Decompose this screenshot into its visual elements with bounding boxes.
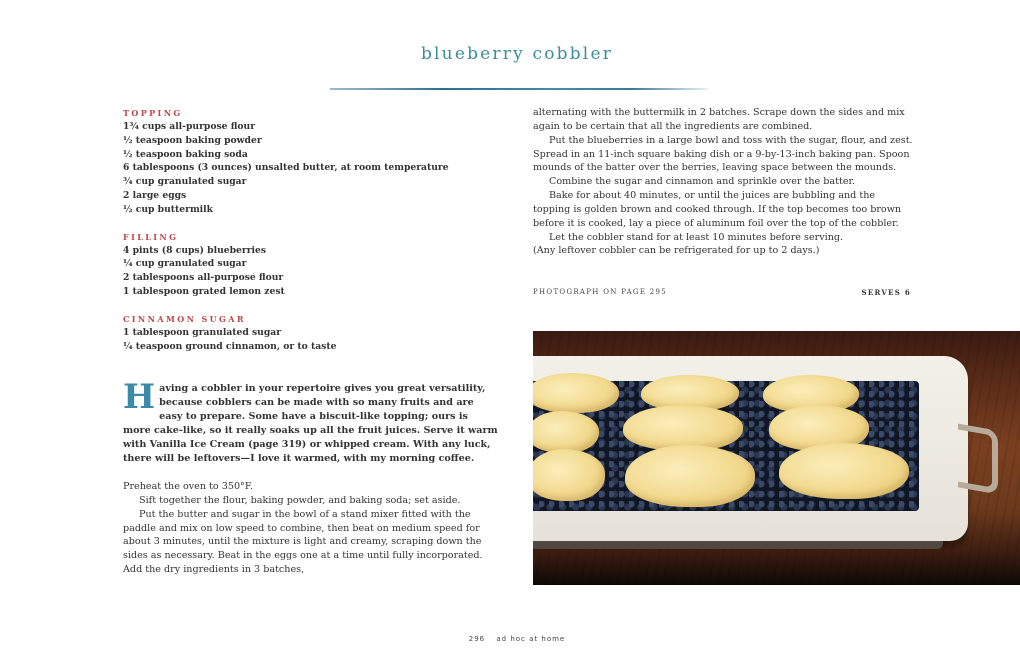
batter-mound (779, 443, 909, 499)
page-footer (0, 635, 1020, 643)
ingredient-item: 2 large eggs (123, 189, 187, 201)
batter-mound (625, 445, 755, 507)
ingredient-item: 1 tablespoon grated lemon zest (123, 285, 285, 297)
photo-reference: PHOTOGRAPH ON PAGE 295 (533, 288, 668, 296)
topping-heading: TOPPING (123, 108, 183, 118)
cobbler-photo (533, 331, 1020, 585)
ingredient-item: 2 tablespoons all-purpose flour (123, 272, 284, 284)
batter-mound (533, 373, 619, 413)
drop-cap: H (123, 377, 156, 417)
recipe-meta (533, 288, 911, 297)
intro-text: aving a cobbler in your repertoire gives you great versatility, because cobblers can be made with so many fruits and are easy to prepare. Some have a biscuit-like topping; ours is more cake-like, so it really soaks up all the fruit juices. Serve it warm with Vanilla Ice Cream (page 319) or whipped cream. With any luck, there will be leftovers—I love it warmed, with my morning coffee. (123, 383, 498, 464)
ingredient-item: ½ teaspoon baking powder (123, 134, 262, 146)
ingredient-item: ½ cup buttermilk (123, 203, 214, 215)
method-paragraph: Put the butter and sugar in the bowl of a stand mixer fitted with the paddle and mix on low speed to combine, then beat on medium speed for about 3 minutes, until the mixture is light and creamy, scraping down the sides as necessary. Beat in the eggs one at a time until fully incorporated. Add the dry ingredients in 3 batches, (123, 508, 483, 576)
page-number: 296 (468, 635, 486, 643)
filling-group (123, 230, 503, 299)
method-paragraph: Sift together the flour, baking powder, and baking soda; set aside. (139, 494, 461, 506)
batter-mound (533, 411, 599, 453)
method-paragraph: Put the blueberries in a large bowl and toss with the sugar, flour, and zest. Spread in an 11-inch square baking dish or a 9-by-13-inch baking pan. Spoon mounds of the batter over the berries, leaving space between the mounds. (533, 134, 913, 174)
batter-mound (533, 449, 605, 501)
ingredient-item: 1 tablespoon granulated sugar (123, 326, 282, 338)
method-paragraph: alternating with the buttermilk in 2 batches. Scrape down the sides and mix again to be certain that all the ingredients are combined. (533, 107, 905, 132)
cinnamon-sugar-group (123, 312, 503, 354)
recipe-title: blueberry cobbler (420, 44, 614, 64)
book-title: ad hoc at home (496, 635, 566, 643)
dish-handle (958, 423, 998, 494)
ingredient-item: ½ teaspoon baking soda (123, 148, 248, 160)
intro-headnote (123, 377, 498, 465)
ingredient-item: 1¾ cups all-purpose flour (123, 121, 256, 132)
topping-group (123, 106, 503, 217)
title-divider (330, 88, 708, 90)
method-paragraph: (Any leftover cobbler can be refrigerated for up to 2 days.) (533, 245, 820, 257)
ingredient-item: ¼ cup granulated sugar (123, 258, 247, 270)
ingredient-item: 4 pints (8 cups) blueberries (123, 244, 267, 256)
method-right-column (533, 106, 913, 258)
ingredient-item: ¼ teaspoon ground cinnamon, or to taste (123, 340, 337, 352)
ingredients-list (123, 106, 503, 366)
method-paragraph: Preheat the oven to 350°F. (123, 481, 254, 492)
cinnamon-sugar-heading: CINNAMON SUGAR (123, 313, 246, 324)
ingredient-item: 6 tablespoons (3 ounces) unsalted butter, at room temperature (123, 162, 449, 174)
filling-heading: FILLING (123, 231, 179, 242)
ingredient-item: ¾ cup granulated sugar (123, 176, 247, 188)
serves-count: SERVES 6 (861, 288, 911, 297)
method-paragraph: Let the cobbler stand for at least 10 minutes before serving. (549, 231, 844, 243)
method-paragraph: Bake for about 40 minutes, or until the juices are bubbling and the topping is golden brown and cooked through. If the top becomes too brown before it is cooked, lay a piece of aluminum foil over the top of the cobbler. (533, 190, 902, 229)
method-paragraph: Combine the sugar and cinnamon and sprinkle over the batter. (549, 176, 856, 188)
method-left-column (123, 480, 483, 577)
